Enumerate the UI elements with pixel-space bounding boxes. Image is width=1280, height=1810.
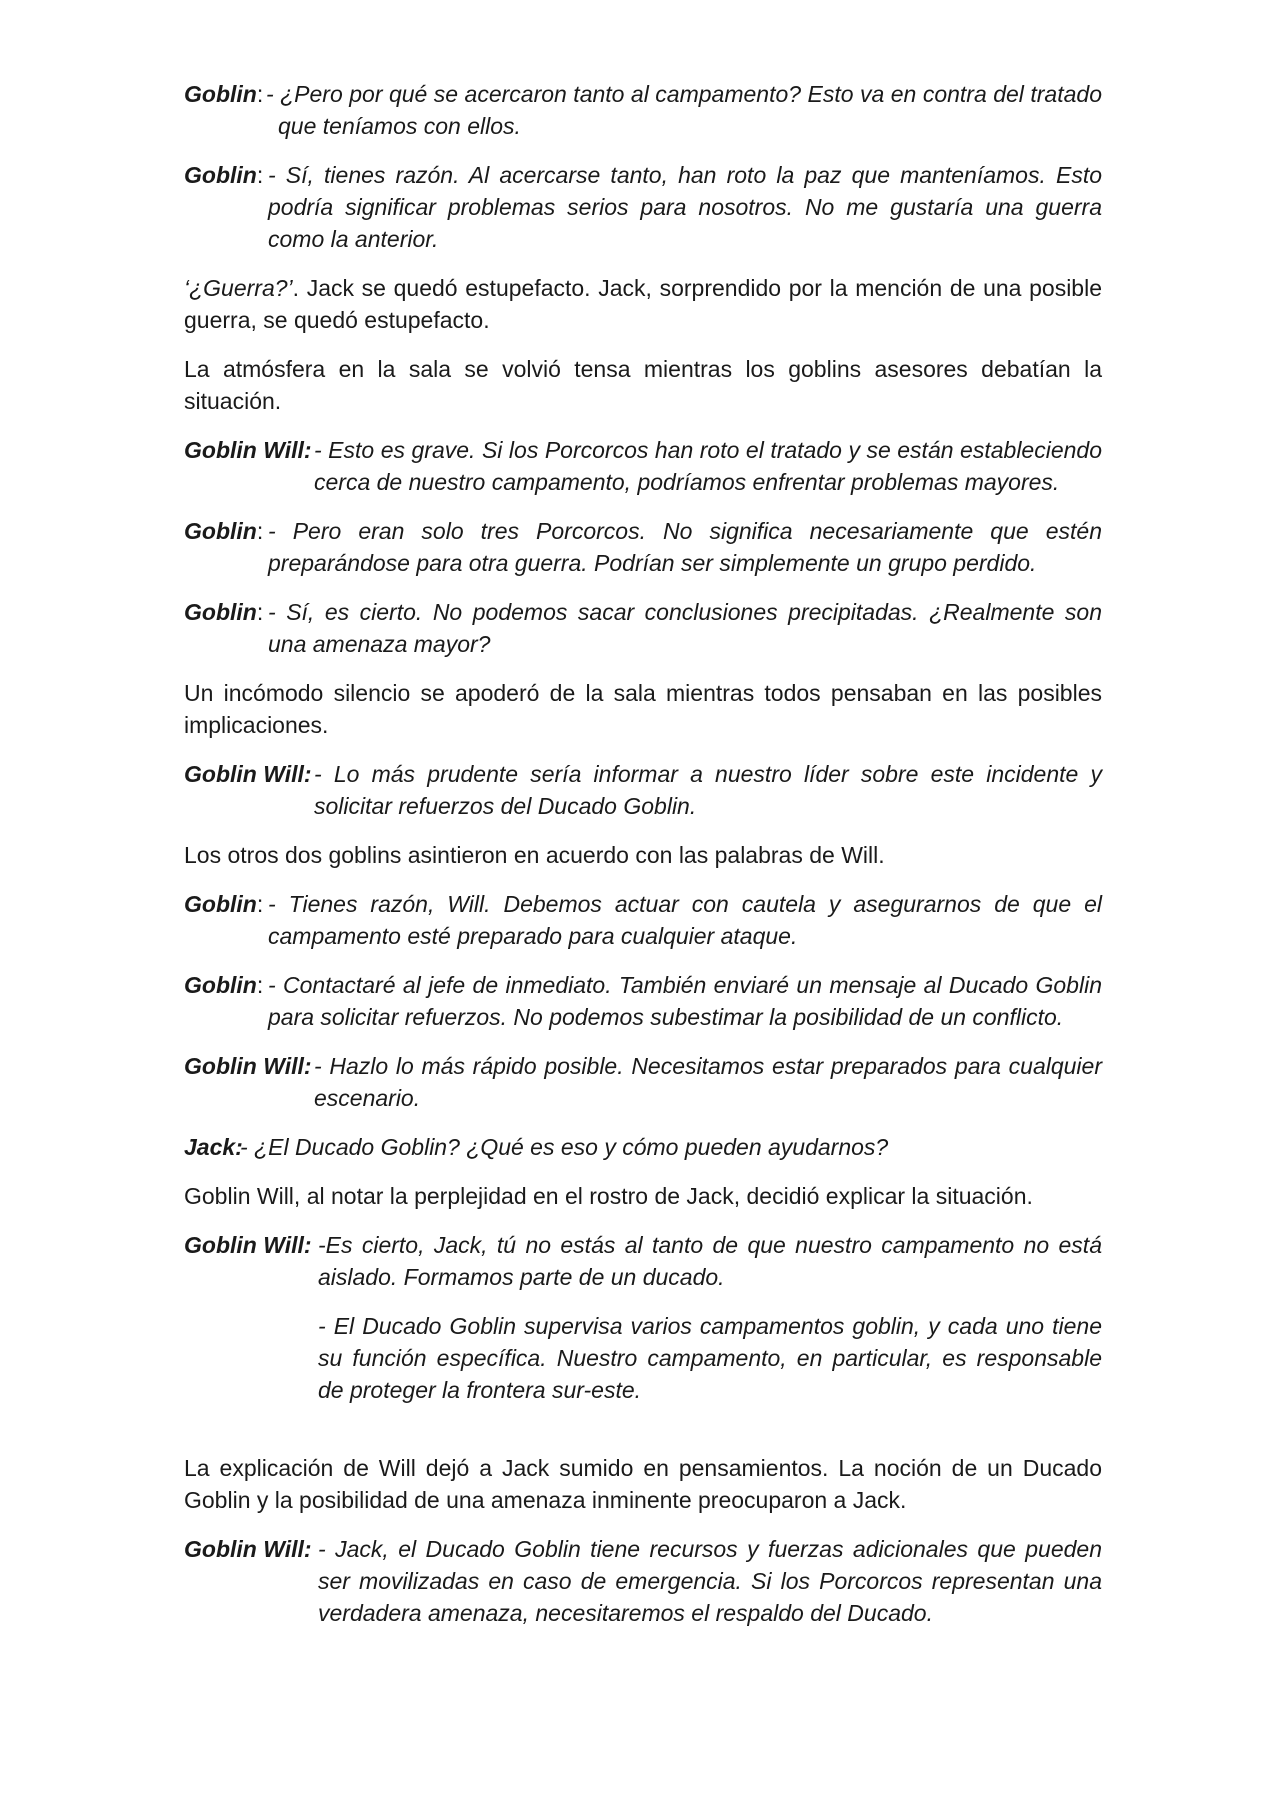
- dialogue-text: -Es cierto, Jack, tú no estás al tanto de que nuestro campamento no está aislado. Formamos parte de un ducado.: [318, 1232, 1102, 1290]
- dialogue-goblin-6: [184, 969, 1102, 1033]
- speaker-label: Goblin Will:: [184, 1536, 312, 1562]
- dialogue-text: - El Ducado Goblin supervisa varios campamentos goblin, y cada uno tiene su función específica. Nuestro campamento, en particular, es responsable de proteger la frontera sur-este.: [318, 1313, 1102, 1403]
- dialogue-goblin-4: [184, 596, 1102, 660]
- dialogue-goblin-will-5: [184, 1533, 1102, 1629]
- speaker-label: Goblin:: [184, 599, 264, 625]
- speaker-label: Goblin:: [184, 972, 264, 998]
- speaker-label: Goblin Will:: [184, 1232, 312, 1258]
- dialogue-text: - Contactaré al jefe de inmediato. También enviaré un mensaje al Ducado Goblin para solicitar refuerzos. No podemos subestimar la posibilidad de un conflicto.: [268, 972, 1102, 1030]
- dialogue-goblin-5: [184, 888, 1102, 952]
- dialogue-goblin-1: [184, 78, 1102, 142]
- speaker-label: Goblin:: [184, 162, 264, 188]
- narration-asintieron: Los otros dos goblins asintieron en acuerdo con las palabras de Will.: [184, 842, 885, 868]
- speaker-label: Goblin Will:: [184, 1053, 312, 1079]
- speaker-label: Jack:: [184, 1134, 243, 1160]
- dialogue-text: - Hazlo lo más rápido posible. Necesitamos estar preparados para cualquier escenario.: [314, 1053, 1102, 1111]
- speaker-label: Goblin:: [184, 518, 264, 544]
- narration-guerra: ‘¿Guerra?’. Jack se quedó estupefacto. Jack, sorprendido por la mención de una posible guerra, se quedó estupefacto.: [184, 275, 1102, 333]
- dialogue-text: - ¿Pero por qué se acercaron tanto al campamento? Esto va en contra del tratado que teníamos con ellos.: [266, 81, 1102, 139]
- speaker-label: Goblin Will:: [184, 761, 312, 787]
- dialogue-goblin-will-1: [184, 434, 1102, 498]
- dialogue-text: - Sí, es cierto. No podemos sacar conclusiones precipitadas. ¿Realmente son una amenaza mayor?: [268, 599, 1102, 657]
- narration-explicacion: La explicación de Will dejó a Jack sumido en pensamientos. La noción de un Ducado Goblin y la posibilidad de una amenaza inminente preocuparon a Jack.: [184, 1455, 1102, 1513]
- document-page: [184, 78, 1102, 1646]
- dialogue-text: - Esto es grave. Si los Porcorcos han roto el tratado y se están estableciendo cerca de nuestro campamento, podríamos enfrentar problemas mayores.: [314, 437, 1102, 495]
- dialogue-text: - Tienes razón, Will. Debemos actuar con cautela y asegurarnos de que el campamento esté preparado para cualquier ataque.: [268, 891, 1102, 949]
- dialogue-text: - ¿El Ducado Goblin? ¿Qué es eso y cómo pueden ayudarnos?: [240, 1134, 889, 1160]
- dialogue-goblin-will-4: [184, 1229, 1102, 1406]
- narration-atmosfera: La atmósfera en la sala se volvió tensa mientras los goblins asesores debatían la situación.: [184, 356, 1102, 414]
- dialogue-text: - Pero eran solo tres Porcorcos. No significa necesariamente que estén preparándose para otra guerra. Podrían ser simplemente un grupo perdido.: [268, 518, 1102, 576]
- narration-perplejidad: Goblin Will, al notar la perplejidad en el rostro de Jack, decidió explicar la situación.: [184, 1183, 1033, 1209]
- narration-silencio: Un incómodo silencio se apoderó de la sala mientras todos pensaban en las posibles implicaciones.: [184, 680, 1102, 738]
- dialogue-goblin-will-2: [184, 758, 1102, 822]
- dialogue-goblin-2: [184, 159, 1102, 255]
- dialogue-text: - Sí, tienes razón. Al acercarse tanto, han roto la paz que manteníamos. Esto podría significar problemas serios para nosotros. No me gustaría una guerra como la anterior.: [268, 162, 1102, 252]
- speaker-label: Goblin Will:: [184, 437, 312, 463]
- dialogue-jack: [184, 1131, 1102, 1163]
- dialogue-goblin-3: [184, 515, 1102, 579]
- speaker-label: Goblin:: [184, 81, 264, 107]
- speaker-label: Goblin:: [184, 891, 264, 917]
- dialogue-text: - Lo más prudente sería informar a nuestro líder sobre este incidente y solicitar refuerzos del Ducado Goblin.: [314, 761, 1102, 819]
- dialogue-text: - Jack, el Ducado Goblin tiene recursos y fuerzas adicionales que pueden ser movilizadas en caso de emergencia. Si los Porcorcos representan una verdadera amenaza, necesitaremos el respaldo del Ducado.: [318, 1536, 1102, 1626]
- dialogue-goblin-will-3: [184, 1050, 1102, 1114]
